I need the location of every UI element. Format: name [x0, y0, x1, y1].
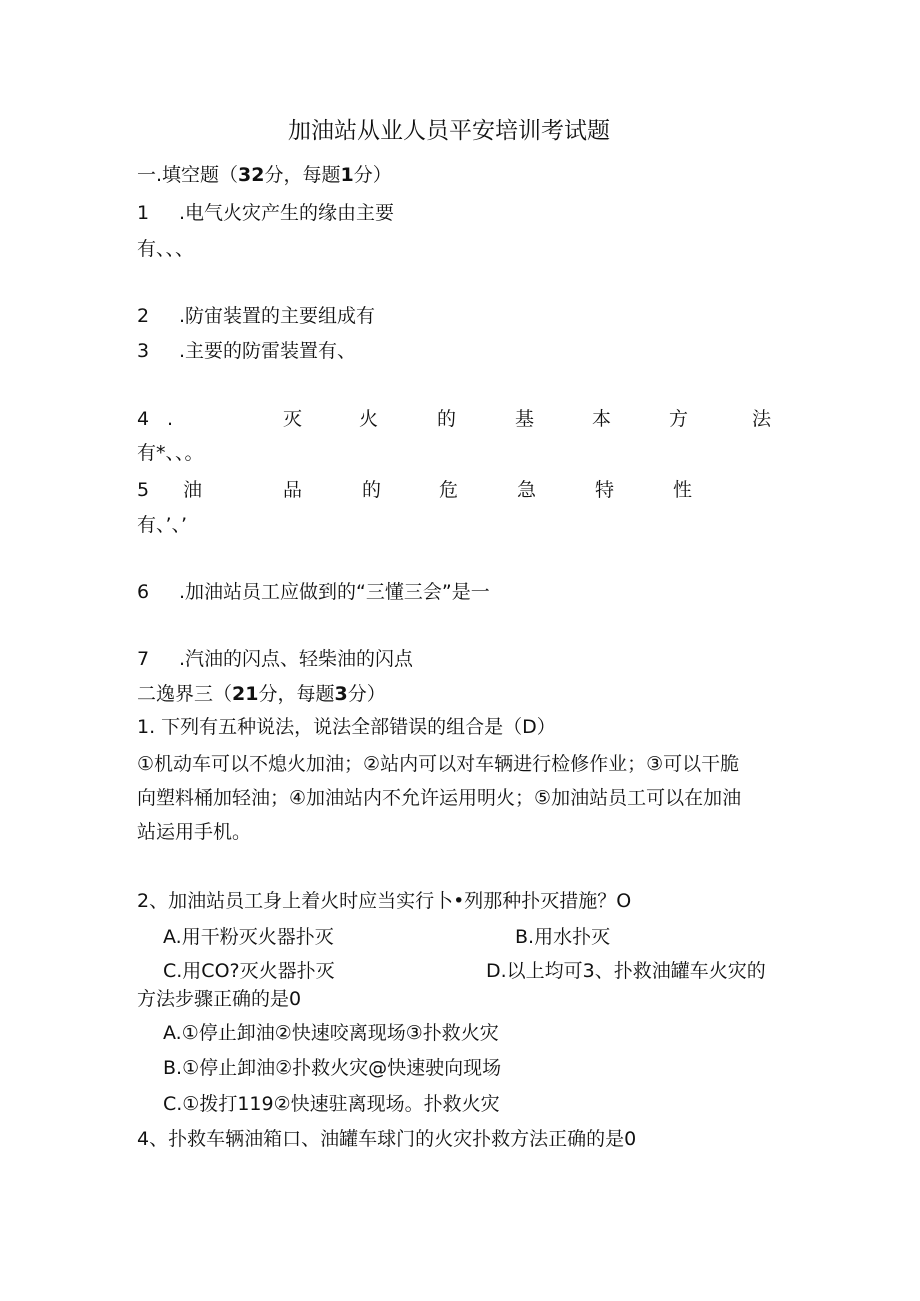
- section1-heading-per: 1: [340, 164, 354, 186]
- choice-q3-option-b: B.①停止卸油②扑救火灾@快速驶向现场: [163, 1057, 502, 1079]
- choice-q3-option-c: C.①拨打119②快速驻离现场。扑救火灾: [163, 1093, 500, 1115]
- choice-q1-line-3: 站运用手机。: [137, 821, 252, 843]
- choice-q3-stem-cont: 方法步骤正确的是0: [137, 988, 302, 1010]
- choice-q3-option-a: A.①停止卸油②快速咬离现场③扑救火灾: [163, 1022, 499, 1044]
- fill-item-1: [137, 204, 394, 223]
- item-text: .汽油的闪点、轻柴油的闪点: [179, 648, 414, 670]
- item-token: 法: [752, 408, 772, 430]
- section1-heading-score: 32: [238, 164, 265, 186]
- item-token: .: [167, 408, 174, 430]
- item-token: 的: [437, 408, 457, 430]
- item-number: 1: [137, 202, 150, 224]
- item-token: 性: [673, 479, 693, 501]
- fill-item-7: [137, 650, 413, 669]
- section1-heading-end: 分）: [353, 164, 392, 186]
- item-number: 5: [137, 479, 150, 501]
- item-text: .加油站员工应做到的“三懂三会”是一: [179, 581, 490, 603]
- item-token: 品: [283, 479, 303, 501]
- fill-item-1-cont: 有、、、: [137, 238, 195, 260]
- item-token: 危: [439, 479, 459, 501]
- choice-q1-line-2: 向塑料桶加轻油；④加油站内不允许运用明火；⑤加油站员工可以在加油: [137, 787, 742, 809]
- section2-heading-end: 分）: [347, 683, 386, 705]
- item-token: 特: [595, 479, 615, 501]
- fill-item-3: [137, 342, 356, 361]
- section2-heading-main: 二逸界三（: [137, 683, 233, 705]
- item-token: 基: [515, 408, 535, 430]
- section1-heading-mid: 分，每题: [264, 164, 341, 186]
- item-token: 方: [669, 408, 689, 430]
- choice-q2-stem: 2、加油站员工身上着火时应当实行卜•列那种扑灭措施？O: [137, 890, 632, 912]
- item-number: 4: [137, 408, 150, 430]
- section2-heading: [137, 685, 386, 704]
- item-number: 3: [137, 340, 150, 362]
- item-number: 6: [137, 581, 150, 603]
- fill-item-5: [137, 479, 693, 501]
- choice-q1-stem: 1. 下列有五种说法，说法全部错误的组合是（D）: [137, 716, 556, 738]
- section1-heading: [137, 166, 392, 185]
- item-number: 7: [137, 648, 150, 670]
- item-token: 本: [592, 408, 612, 430]
- fill-item-2: [137, 307, 375, 326]
- choice-q2-option-c: C.用CO?灭火器扑灭: [163, 960, 335, 982]
- page-title: 加油站从业人员平安培训考试题: [288, 118, 610, 144]
- item-token: 急: [517, 479, 537, 501]
- item-token: 火: [359, 408, 379, 430]
- fill-item-6: [137, 583, 490, 602]
- item-token: 油: [183, 479, 203, 501]
- item-text: .防宙装置的主要组成有: [179, 305, 376, 327]
- item-text: .电气火灾产生的缘由主要: [179, 202, 395, 224]
- choice-q2-option-d-q3-stem: D.以上均可3、扑救油罐车火灾的: [486, 960, 766, 982]
- item-token: 的: [362, 479, 382, 501]
- section2-heading-per: 3: [334, 683, 348, 705]
- fill-item-4-cont: 有*、、。: [137, 442, 204, 464]
- item-token: 灭: [283, 408, 303, 430]
- item-text: .主要的防雷装置有、: [179, 340, 357, 362]
- choice-q1-line-1: ①机动车可以不熄火加油；②站内可以对车辆进行检修作业；③可以干脆: [137, 753, 740, 775]
- fill-item-4: [137, 408, 772, 430]
- section2-heading-score: 21: [232, 683, 259, 705]
- choice-q4-stem: 4、扑救车辆油箱口、油罐车球门的火灾扑救方法正确的是0: [137, 1128, 637, 1150]
- choice-q2-option-a: A.用干粉灭火器扑灭: [163, 926, 334, 948]
- item-number: 2: [137, 305, 150, 327]
- section2-heading-mid: 分，每题: [258, 683, 335, 705]
- section1-heading-main: 一.填空题（: [137, 164, 239, 186]
- fill-item-5-cont: 有、’、’: [137, 514, 188, 536]
- choice-q2-option-b: B.用水扑灭: [515, 926, 611, 948]
